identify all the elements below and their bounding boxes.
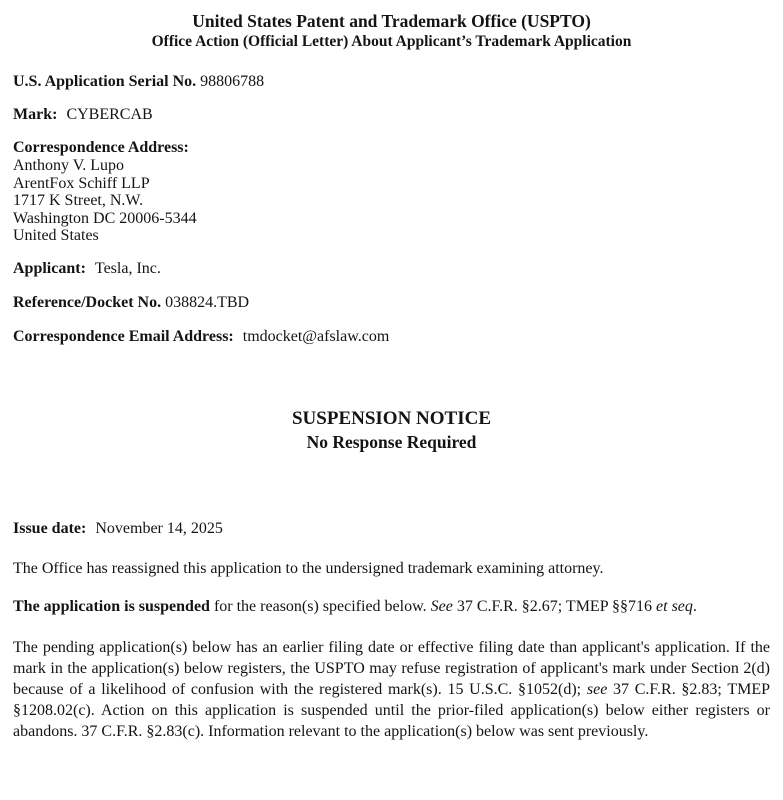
field-applicant [13,259,770,278]
suspension-notice-heading [13,406,770,455]
address-line: 1717 K Street, N.W. [13,192,144,210]
mark-label: Mark: [13,106,58,124]
docket-number-label: Reference/Docket No. [13,293,162,311]
field-mark [13,105,770,124]
suspended-mid-text: for the reason(s) specified below. [209,598,431,616]
field-docket-number [13,293,770,312]
mark-value: CYBERCAB [66,106,153,124]
suspended-end-period: . [692,598,697,616]
paragraph-suspended [13,596,770,617]
field-issue-date [13,519,770,538]
suspended-etseq-text: et seq [656,598,693,616]
email-value: tmdocket@afslaw.com [242,327,390,345]
address-line: Anthony V. Lupo [13,157,124,175]
no-response-required-subtitle: No Response Required [306,432,477,453]
uspto-title: United States Patent and Trademark Office (USPTO) [192,11,591,31]
serial-number-label: U.S. Application Serial No. [13,73,197,91]
serial-number-value: 98806788 [200,73,265,91]
pending-part2-text: 37 C.F.R. §2.83; TMEP §1208.02(c). Action on this application is suspended until the prior-filed application(s) below either registers or abandons. 37 C.F.R. §2.83(c). Information relevant to the application(s) below was sent previously. [13,681,770,741]
docket-number-value: 038824.TBD [165,293,250,311]
paragraph-pending-applications [13,637,770,742]
suspension-notice-title: SUSPENSION NOTICE [291,407,492,429]
address-line: United States [13,227,99,245]
office-action-subtitle: Office Action (Official Letter) About Applicant’s Trademark Application [151,32,632,50]
correspondence-address-block [13,157,770,245]
email-label: Correspondence Email Address: [13,327,234,345]
field-serial-number [13,72,770,91]
document-header [13,10,770,51]
suspended-cite-text: 37 C.F.R. §2.67; TMEP §§716 [452,598,657,616]
issue-date-value: November 14, 2025 [95,520,223,538]
field-correspondence-email [13,327,770,346]
address-line: Washington DC 20006-5344 [13,209,197,227]
pending-part1-text: The pending application(s) below has an earlier filing date or effective filing date than applicant's application. If the mark in the application(s) below registers, the USPTO may refuse registration of applicant's mark under Section 2(d) because of a likelihood of confusion with the registered mark(s). 15 U.S.C. §1052(d); [13,639,770,699]
address-line: ArentFox Schiff LLP [13,174,150,192]
applicant-value: Tesla, Inc. [94,259,161,277]
pending-see-citation: see [586,681,608,699]
suspended-see-citation: See [430,598,453,616]
paragraph-reassigned: The Office has reassigned this application to the undersigned trademark examining attorney. [13,560,604,578]
correspondence-address-label: Correspondence Address: [13,139,189,157]
applicant-label: Applicant: [13,259,86,277]
issue-date-label: Issue date: [13,520,87,538]
suspended-bold-text: The application is suspended [13,598,210,616]
